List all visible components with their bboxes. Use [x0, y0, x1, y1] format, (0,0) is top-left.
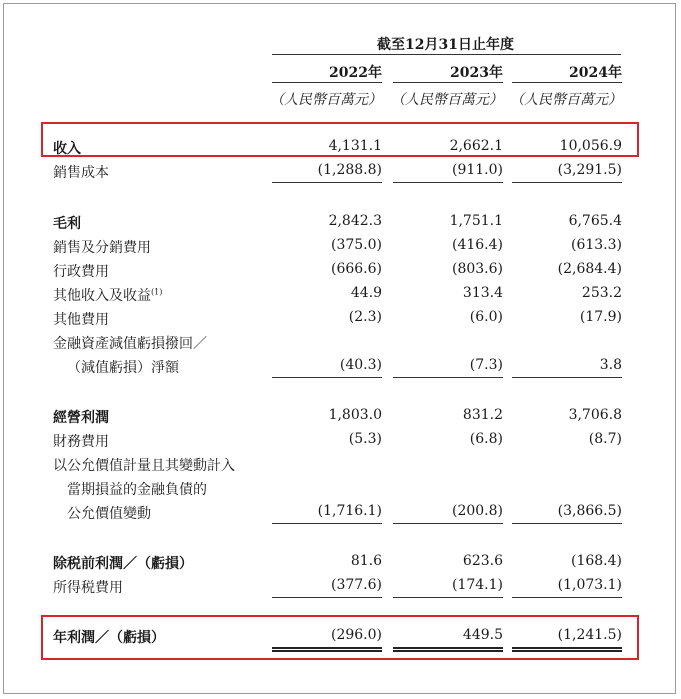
cell-value: 313.4	[462, 285, 503, 301]
cell-value: (1,241.5)	[557, 627, 622, 643]
year-underline	[393, 82, 503, 83]
cell-value: (5.3)	[348, 431, 382, 447]
cell-value: (3,866.5)	[557, 503, 622, 519]
cell-value: 10,056.9	[559, 138, 622, 154]
year-2022: 2022年	[329, 65, 382, 81]
unit-label: （人民幣百萬元）	[391, 92, 503, 108]
cell-value: (8.7)	[588, 431, 622, 447]
year-2024: 2024年	[569, 65, 622, 81]
row-label-impairment: 金融資產減值虧損撥回／	[53, 336, 207, 352]
cell-value: (416.4)	[451, 237, 503, 253]
subtotal-rule	[272, 182, 382, 183]
cell-value: (666.6)	[330, 261, 382, 277]
cell-value: (377.6)	[330, 577, 382, 593]
footnote-marker: (1)	[151, 287, 163, 297]
row-label-pretax-profit: 除税前利潤／（虧損）	[53, 556, 193, 572]
cell-value: 3,706.8	[568, 407, 622, 423]
subtotal-rule	[393, 182, 503, 183]
row-label-cost-of-sales: 銷售成本	[53, 165, 109, 181]
cell-value: (1,288.8)	[317, 162, 382, 178]
highlight-box-net-profit	[41, 615, 639, 660]
row-label-fair-value-cont: 當期損益的金融負債的	[67, 482, 207, 498]
subtotal-rule	[512, 523, 622, 524]
period-header: 截至12月31日止年度	[377, 37, 514, 53]
cell-value: (174.1)	[451, 577, 503, 593]
row-label-income-tax: 所得税費用	[53, 580, 123, 596]
period-underline	[272, 54, 621, 55]
cell-value: 81.6	[350, 553, 382, 569]
subtotal-rule	[393, 377, 503, 378]
cell-value: 2,662.1	[449, 138, 503, 154]
cell-value: (168.4)	[570, 553, 622, 569]
cell-value: 623.6	[462, 553, 503, 569]
cell-value: (296.0)	[330, 627, 382, 643]
cell-value: 831.2	[462, 407, 503, 423]
cell-value: (17.9)	[579, 309, 622, 325]
cell-value: 449.5	[462, 627, 503, 643]
subtotal-rule	[512, 597, 622, 598]
row-label-selling-expenses: 銷售及分銷費用	[53, 240, 151, 256]
row-label-text: 其他收入及收益	[53, 288, 151, 304]
subtotal-rule	[512, 377, 622, 378]
cell-value: (2,684.4)	[557, 261, 622, 277]
row-label-net-profit: 年利潤／（虧損）	[53, 630, 165, 646]
row-label-fair-value-cont: 公允價值變動	[67, 506, 151, 522]
cell-value: 2,842.3	[328, 213, 382, 229]
cell-value: (613.3)	[570, 237, 622, 253]
cell-value: 1,751.1	[449, 213, 503, 229]
row-label-other-expenses: 其他費用	[53, 312, 109, 328]
unit-label: （人民幣百萬元）	[270, 92, 382, 108]
cell-value: 4,131.1	[328, 138, 382, 154]
row-label-impairment-cont: （減值虧損）淨額	[67, 360, 179, 376]
cell-value: (1,073.1)	[557, 577, 622, 593]
subtotal-rule	[272, 377, 382, 378]
row-label-admin-expenses: 行政費用	[53, 264, 109, 280]
cell-value: (803.6)	[451, 261, 503, 277]
cell-value: 1,803.0	[328, 407, 382, 423]
cell-value: (3,291.5)	[557, 162, 622, 178]
subtotal-rule	[272, 523, 382, 524]
row-label-finance-costs: 財務費用	[53, 434, 109, 450]
row-label-other-income	[53, 285, 162, 305]
year-underline	[272, 82, 382, 83]
cell-value: (1,716.1)	[317, 503, 382, 519]
cell-value: 44.9	[350, 285, 382, 301]
cell-value: (200.8)	[451, 503, 503, 519]
year-underline	[512, 82, 622, 83]
highlight-box-revenue	[41, 122, 639, 157]
cell-value: (40.3)	[339, 357, 382, 373]
cell-value: (7.3)	[469, 357, 503, 373]
cell-value: 253.2	[581, 285, 622, 301]
year-2023: 2023年	[450, 65, 503, 81]
subtotal-rule	[393, 597, 503, 598]
row-label-gross-profit: 毛利	[53, 216, 81, 232]
subtotal-rule	[393, 523, 503, 524]
cell-value: (6.8)	[469, 431, 503, 447]
row-label-operating-profit: 經營利潤	[53, 410, 109, 426]
cell-value: 6,765.4	[568, 213, 622, 229]
cell-value: (6.0)	[469, 309, 503, 325]
row-label-fair-value: 以公允價值計量且其變動計入	[53, 458, 235, 474]
subtotal-rule	[272, 597, 382, 598]
cell-value: 3.8	[599, 357, 622, 373]
cell-value: (911.0)	[451, 162, 503, 178]
row-label-revenue: 收入	[53, 141, 81, 157]
unit-label: （人民幣百萬元）	[510, 92, 622, 108]
cell-value: (375.0)	[330, 237, 382, 253]
cell-value: (2.3)	[348, 309, 382, 325]
subtotal-rule	[512, 182, 622, 183]
